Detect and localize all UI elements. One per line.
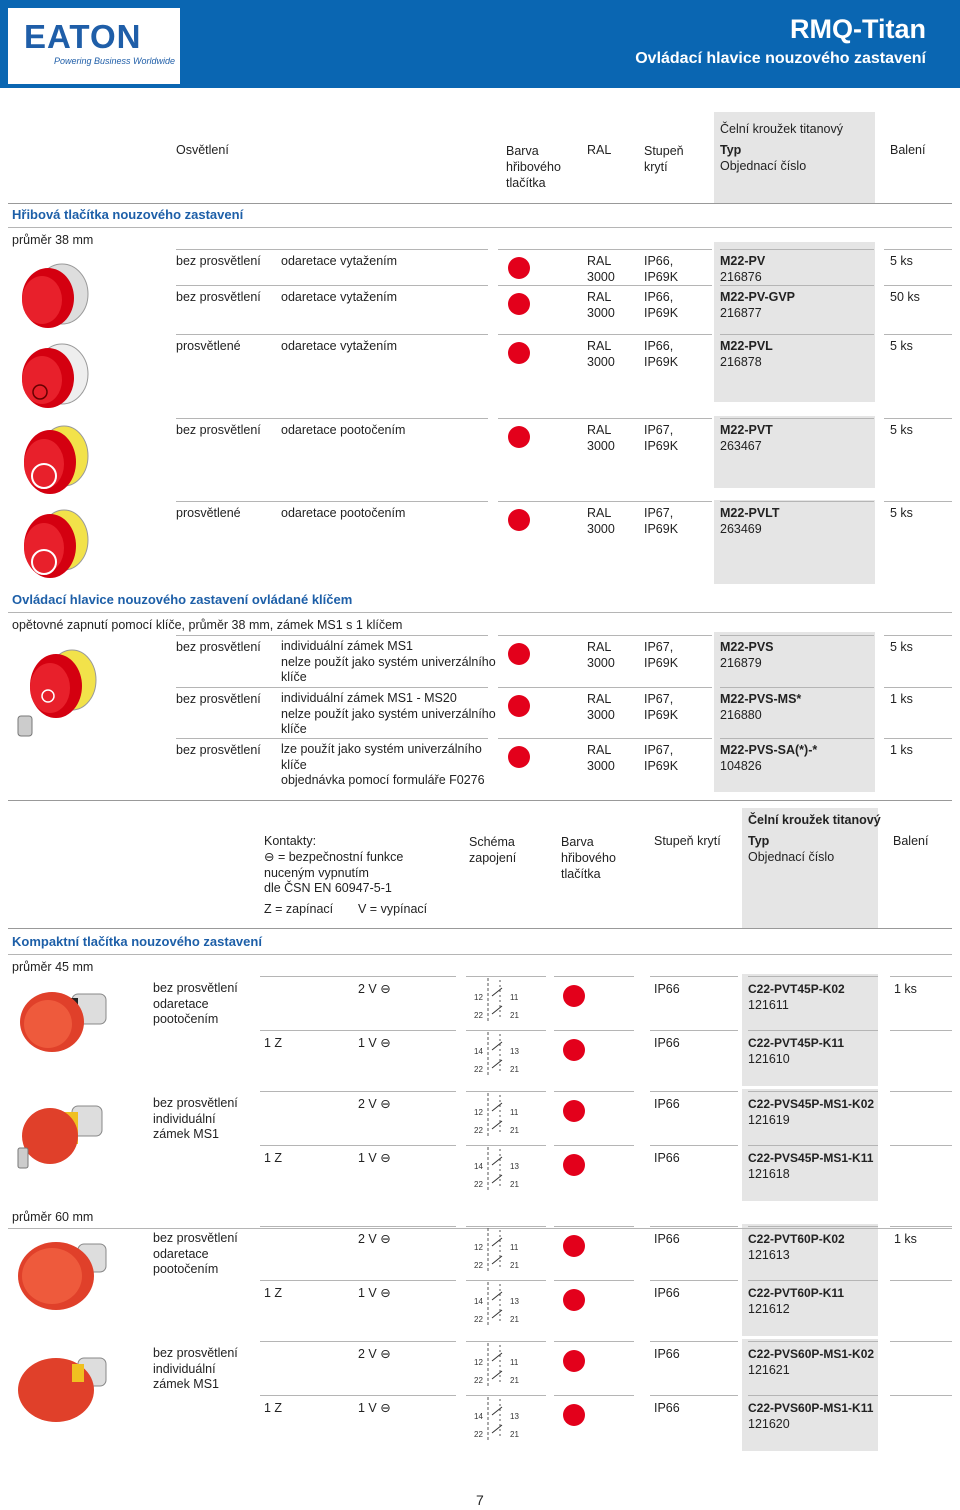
- row-protection: IP67, IP69K: [644, 743, 679, 773]
- row-divider: [554, 1226, 634, 1227]
- row-contact-nc: 2 V ⊖: [358, 1097, 391, 1111]
- row-order-number: 121611: [748, 998, 789, 1012]
- row-divider: [498, 687, 712, 688]
- divider: [8, 203, 952, 204]
- mushroom-button-turn-image: [14, 418, 94, 498]
- header-bezpecnostni: ⊖ = bezpečnostní funkce nuceným vypnutím dle ČSN EN 60947-5-1: [264, 850, 404, 895]
- row-order-number: 121613: [748, 1248, 790, 1262]
- divider: [8, 612, 952, 613]
- wiring-schematic-icon: [466, 1145, 536, 1193]
- row-divider: [260, 1091, 456, 1092]
- group-description: bez prosvětlení odaretace pootočením: [153, 1231, 238, 1276]
- row-packaging: 5 ks: [890, 423, 913, 437]
- compact-button-45-key-image: [12, 1096, 112, 1176]
- divider: [8, 800, 952, 801]
- row-packaging: 5 ks: [890, 640, 913, 654]
- mushroom-button-image: [14, 258, 94, 330]
- row-divider: [554, 1280, 634, 1281]
- header-ral: RAL: [587, 143, 612, 157]
- terminal-label: 11: [510, 1358, 519, 1367]
- row-illumination: bez prosvětlení: [176, 254, 261, 268]
- row-divider: [260, 1226, 456, 1227]
- row-divider: [720, 687, 874, 688]
- row-divider: [498, 738, 712, 739]
- row-divider: [498, 635, 712, 636]
- row-ral: RAL 3000: [587, 640, 615, 670]
- row-type: M22-PVS-MS*: [720, 692, 802, 706]
- row-order-number: 121618: [748, 1167, 790, 1181]
- row-contact-no: 1 Z: [264, 1401, 283, 1415]
- row-divider: [890, 1341, 952, 1342]
- row-packaging: 5 ks: [890, 339, 913, 353]
- divider: [8, 928, 952, 929]
- row-ral: RAL 3000: [587, 254, 615, 284]
- row-divider: [176, 285, 488, 286]
- terminal-label: 13: [510, 1162, 519, 1171]
- red-color-swatch: [563, 1100, 585, 1122]
- header-baleni: Balení: [893, 834, 929, 848]
- compact-button-60-key-image: [12, 1350, 112, 1430]
- row-divider: [176, 418, 488, 419]
- wiring-schematic-icon: [466, 1091, 536, 1139]
- row-illumination: bez prosvětlení: [176, 692, 261, 706]
- row-order-number: 121619: [748, 1113, 790, 1127]
- row-divider: [650, 1226, 738, 1227]
- eaton-logo: EATON: [24, 18, 142, 55]
- red-color-swatch: [563, 1154, 585, 1176]
- group-description: bez prosvětlení individuální zámek MS1: [153, 1096, 238, 1141]
- terminal-label: 22: [474, 1180, 483, 1189]
- wiring-schematic-icon: [466, 976, 536, 1024]
- section-subtitle: průměr 60 mm: [12, 1210, 94, 1224]
- row-divider: [260, 1341, 456, 1342]
- row-packaging: 1 ks: [890, 692, 913, 706]
- row-order-number: 121610: [748, 1052, 790, 1066]
- terminal-label: 12: [474, 1243, 483, 1252]
- row-divider: [890, 1395, 952, 1396]
- row-order-number: 121620: [748, 1417, 790, 1431]
- terminal-label: 12: [474, 993, 483, 1002]
- row-type: M22-PVS-SA(*)-*: [720, 743, 818, 757]
- row-protection: IP66: [654, 1097, 680, 1111]
- row-divider: [498, 418, 712, 419]
- row-divider: [884, 635, 952, 636]
- row-type: M22-PVS: [720, 640, 774, 654]
- row-packaging: 1 ks: [890, 743, 913, 757]
- row-divider: [884, 334, 952, 335]
- header-stupen: Stupeň krytí: [654, 834, 721, 848]
- terminal-label: 22: [474, 1376, 483, 1385]
- compact-button-45-image: [12, 980, 112, 1060]
- row-divider: [260, 1145, 456, 1146]
- row-divider: [176, 501, 488, 502]
- row-illumination: bez prosvětlení: [176, 423, 261, 437]
- row-divider: [748, 1395, 878, 1396]
- row-divider: [884, 418, 952, 419]
- row-description: odaretace vytažením: [281, 339, 398, 353]
- row-divider: [720, 249, 874, 250]
- terminal-label: 22: [474, 1261, 483, 1270]
- divider: [8, 954, 952, 955]
- section-subtitle: průměr 45 mm: [12, 960, 94, 974]
- terminal-label: 11: [510, 1243, 519, 1252]
- row-order-number: 216878: [720, 355, 762, 369]
- row-description: individuální zámek MS1 - MS20 nelze použít jako systém univerzálního klíče: [281, 691, 496, 736]
- wiring-schematic-icon: [466, 1280, 536, 1328]
- red-color-swatch: [563, 1039, 585, 1061]
- header-zapinaci: Z = zapínací: [264, 902, 334, 916]
- row-divider: [748, 1145, 878, 1146]
- header-osvetleni: Osvětlení: [176, 143, 229, 157]
- header-vypinaci: V = vypínací: [358, 902, 428, 916]
- row-contact-nc: 2 V ⊖: [358, 1232, 391, 1246]
- group-packaging: 1 ks: [894, 982, 917, 996]
- row-type: C22-PVS45P-MS1-K02: [748, 1097, 875, 1111]
- row-divider: [650, 1145, 738, 1146]
- row-divider: [884, 687, 952, 688]
- row-divider: [176, 249, 488, 250]
- row-protection: IP66, IP69K: [644, 339, 679, 369]
- row-divider: [748, 1341, 878, 1342]
- terminal-label: 21: [510, 1065, 519, 1074]
- red-color-swatch: [563, 1350, 585, 1372]
- page-subtitle: Ovládací hlavice nouzového zastavení: [635, 50, 926, 67]
- row-divider: [650, 1395, 738, 1396]
- row-order-number: 121621: [748, 1363, 790, 1377]
- group-description: bez prosvětlení individuální zámek MS1: [153, 1346, 238, 1391]
- row-packaging: 50 ks: [890, 290, 920, 304]
- row-contact-no: 1 Z: [264, 1151, 283, 1165]
- wiring-schematic-icon: [466, 1226, 536, 1274]
- row-order-number: 263469: [720, 522, 762, 536]
- row-protection: IP66, IP69K: [644, 254, 679, 284]
- red-color-swatch: [563, 985, 585, 1007]
- row-protection: IP66: [654, 1347, 680, 1361]
- red-color-swatch: [508, 746, 530, 768]
- terminal-label: 22: [474, 1430, 483, 1439]
- row-illumination: bez prosvětlení: [176, 640, 261, 654]
- header-objednaci: Objednací číslo: [720, 159, 807, 173]
- row-divider: [890, 1030, 952, 1031]
- row-divider: [176, 334, 488, 335]
- row-divider: [748, 1030, 878, 1031]
- page-number: 7: [476, 1492, 484, 1508]
- row-type: C22-PVT45P-K02: [748, 982, 845, 996]
- row-divider: [260, 976, 456, 977]
- row-type: C22-PVS60P-MS1-K02: [748, 1347, 875, 1361]
- terminal-label: 21: [510, 1376, 519, 1385]
- row-divider: [650, 1341, 738, 1342]
- header-celni: Čelní kroužek titanový: [748, 813, 881, 827]
- row-divider: [554, 1145, 634, 1146]
- row-divider: [890, 1280, 952, 1281]
- row-divider: [890, 1145, 952, 1146]
- divider: [8, 227, 952, 228]
- row-divider: [884, 501, 952, 502]
- row-contact-nc: 1 V ⊖: [358, 1036, 391, 1050]
- row-description: odaretace vytažením: [281, 254, 398, 268]
- terminal-label: 11: [510, 1108, 519, 1117]
- row-illumination: bez prosvětlení: [176, 290, 261, 304]
- row-protection: IP67, IP69K: [644, 692, 679, 722]
- row-protection: IP66: [654, 1286, 680, 1300]
- row-contact-nc: 1 V ⊖: [358, 1151, 391, 1165]
- group-description: bez prosvětlení odaretace pootočením: [153, 981, 238, 1026]
- terminal-label: 14: [474, 1297, 483, 1306]
- row-contact-no: 1 Z: [264, 1036, 283, 1050]
- row-divider: [748, 1226, 878, 1227]
- row-order-number: 104826: [720, 759, 762, 773]
- group-packaging: 1 ks: [894, 1232, 917, 1246]
- wiring-schematic-icon: [466, 1395, 536, 1443]
- red-color-swatch: [508, 509, 530, 531]
- wiring-schematic-icon: [466, 1030, 536, 1078]
- terminal-label: 13: [510, 1297, 519, 1306]
- row-protection: IP66: [654, 1151, 680, 1165]
- row-type: M22-PV-GVP: [720, 290, 796, 304]
- terminal-label: 22: [474, 1315, 483, 1324]
- row-protection: IP66: [654, 1401, 680, 1415]
- row-description: odaretace pootočením: [281, 423, 406, 437]
- row-illumination: prosvětlené: [176, 339, 241, 353]
- row-divider: [884, 738, 952, 739]
- row-divider: [720, 501, 874, 502]
- terminal-label: 12: [474, 1358, 483, 1367]
- row-divider: [498, 249, 712, 250]
- section-title: Hřibová tlačítka nouzového zastavení: [12, 207, 244, 222]
- row-divider: [884, 285, 952, 286]
- header-typ: Typ: [748, 834, 770, 848]
- terminal-label: 21: [510, 1430, 519, 1439]
- row-divider: [650, 976, 738, 977]
- section-subtitle: průměr 38 mm: [12, 233, 94, 247]
- terminal-label: 21: [510, 1315, 519, 1324]
- row-divider: [720, 738, 874, 739]
- terminal-label: 22: [474, 1011, 483, 1020]
- row-protection: IP67, IP69K: [644, 640, 679, 670]
- terminal-label: 21: [510, 1180, 519, 1189]
- section-title: Ovládací hlavice nouzového zastavení ovládané klíčem: [12, 592, 353, 607]
- row-divider: [554, 1341, 634, 1342]
- row-order-number: 216876: [720, 270, 762, 284]
- row-description: individuální zámek MS1 nelze použít jako systém univerzálního klíče: [281, 639, 496, 684]
- row-description: lze použít jako systém univerzálního klíče objednávka pomocí formuláře F0276: [281, 742, 485, 787]
- row-divider: [650, 1280, 738, 1281]
- red-color-swatch: [508, 342, 530, 364]
- red-color-swatch: [508, 426, 530, 448]
- row-description: odaretace vytažením: [281, 290, 398, 304]
- section-subtitle: opětovné zapnutí pomocí klíče, průměr 38 mm, zámek MS1 s 1 klíčem: [12, 618, 403, 632]
- terminal-label: 14: [474, 1412, 483, 1421]
- header-schema: Schéma zapojení: [469, 835, 517, 865]
- row-divider: [498, 501, 712, 502]
- row-divider: [176, 635, 488, 636]
- row-ral: RAL 3000: [587, 290, 615, 320]
- row-divider: [498, 334, 712, 335]
- row-description: odaretace pootočením: [281, 506, 406, 520]
- row-divider: [720, 418, 874, 419]
- row-contact-nc: 2 V ⊖: [358, 982, 391, 996]
- row-divider: [176, 687, 488, 688]
- terminal-label: 13: [510, 1047, 519, 1056]
- row-illumination: bez prosvětlení: [176, 743, 261, 757]
- key-mushroom-button-image: [12, 644, 102, 744]
- compact-button-60-image: [12, 1236, 112, 1316]
- row-divider: [260, 1395, 456, 1396]
- red-color-swatch: [508, 293, 530, 315]
- terminal-label: 11: [510, 993, 519, 1002]
- header-barva: Barva hřibového tlačítka: [506, 144, 561, 190]
- terminal-label: 14: [474, 1047, 483, 1056]
- red-color-swatch: [563, 1289, 585, 1311]
- row-type: M22-PV: [720, 254, 766, 268]
- red-color-swatch: [508, 643, 530, 665]
- row-order-number: 216877: [720, 306, 762, 320]
- row-divider: [890, 976, 952, 977]
- row-protection: IP67, IP69K: [644, 423, 679, 453]
- row-divider: [748, 1280, 878, 1281]
- row-ral: RAL 3000: [587, 423, 615, 453]
- row-divider: [884, 249, 952, 250]
- row-protection: IP66: [654, 1036, 680, 1050]
- row-packaging: 5 ks: [890, 506, 913, 520]
- row-type: C22-PVT60P-K02: [748, 1232, 845, 1246]
- row-protection: IP67, IP69K: [644, 506, 679, 536]
- row-divider: [554, 976, 634, 977]
- row-ral: RAL 3000: [587, 506, 615, 536]
- row-divider: [720, 285, 874, 286]
- row-ral: RAL 3000: [587, 339, 615, 369]
- row-protection: IP66, IP69K: [644, 290, 679, 320]
- row-contact-nc: 1 V ⊖: [358, 1286, 391, 1300]
- red-color-swatch: [563, 1235, 585, 1257]
- header-celni: Čelní kroužek titanový: [720, 122, 843, 136]
- row-type: M22-PVL: [720, 339, 773, 353]
- row-contact-no: 1 Z: [264, 1286, 283, 1300]
- row-contact-nc: 2 V ⊖: [358, 1347, 391, 1361]
- row-type: C22-PVT60P-K11: [748, 1286, 845, 1300]
- logo-tagline: Powering Business Worldwide: [54, 56, 176, 66]
- row-divider: [554, 1030, 634, 1031]
- header-objednaci: Objednací číslo: [748, 850, 835, 864]
- row-contact-nc: 1 V ⊖: [358, 1401, 391, 1415]
- terminal-label: 22: [474, 1065, 483, 1074]
- row-order-number: 216880: [720, 708, 762, 722]
- red-color-swatch: [508, 695, 530, 717]
- terminal-label: 13: [510, 1412, 519, 1421]
- row-type: C22-PVT45P-K11: [748, 1036, 845, 1050]
- red-color-swatch: [508, 257, 530, 279]
- row-divider: [650, 1030, 738, 1031]
- header-barva: Barva hřibového tlačítka: [561, 835, 616, 881]
- row-ral: RAL 3000: [587, 692, 615, 722]
- row-protection: IP66: [654, 982, 680, 996]
- row-protection: IP66: [654, 1232, 680, 1246]
- row-divider: [498, 285, 712, 286]
- row-divider: [748, 976, 878, 977]
- terminal-label: 21: [510, 1011, 519, 1020]
- header-stupen: Stupeň krytí: [644, 144, 684, 174]
- row-type: C22-PVS45P-MS1-K11: [748, 1151, 874, 1165]
- section-title: Kompaktní tlačítka nouzového zastavení: [12, 934, 262, 949]
- row-illumination: prosvětlené: [176, 506, 241, 520]
- header-baleni: Balení: [890, 143, 926, 157]
- wiring-schematic-icon: [466, 1341, 536, 1389]
- row-order-number: 263467: [720, 439, 762, 453]
- row-divider: [176, 738, 488, 739]
- terminal-label: 22: [474, 1126, 483, 1135]
- header-typ: Typ: [720, 143, 742, 157]
- row-divider: [554, 1091, 634, 1092]
- red-color-swatch: [563, 1404, 585, 1426]
- header-kontakty: Kontakty:: [264, 834, 317, 848]
- row-type: C22-PVS60P-MS1-K11: [748, 1401, 874, 1415]
- row-divider: [720, 334, 874, 335]
- terminal-label: 12: [474, 1108, 483, 1117]
- page-title: RMQ-Titan: [790, 14, 926, 44]
- row-order-number: 216879: [720, 656, 762, 670]
- row-ral: RAL 3000: [587, 743, 615, 773]
- mushroom-button-turn-illuminated-image: [14, 502, 94, 582]
- row-divider: [720, 635, 874, 636]
- row-divider: [748, 1091, 878, 1092]
- row-divider: [260, 1280, 456, 1281]
- row-divider: [650, 1091, 738, 1092]
- row-divider: [260, 1030, 456, 1031]
- row-divider: [890, 1226, 952, 1227]
- row-type: M22-PVLT: [720, 506, 780, 520]
- mushroom-button-illuminated-image: [14, 338, 94, 410]
- row-divider: [554, 1395, 634, 1396]
- terminal-label: 21: [510, 1126, 519, 1135]
- row-divider: [890, 1091, 952, 1092]
- terminal-label: 21: [510, 1261, 519, 1270]
- terminal-label: 14: [474, 1162, 483, 1171]
- row-packaging: 5 ks: [890, 254, 913, 268]
- row-order-number: 121612: [748, 1302, 790, 1316]
- row-type: M22-PVT: [720, 423, 773, 437]
